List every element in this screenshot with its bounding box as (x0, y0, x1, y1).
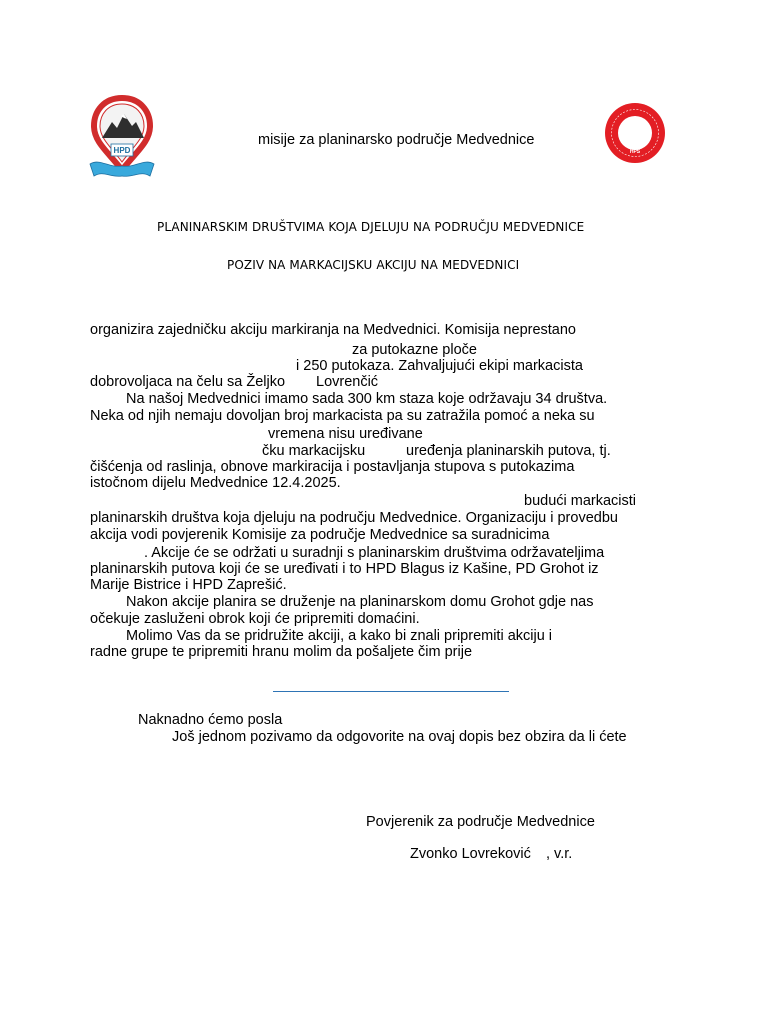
body-line: akcija vodi povjerenik Komisije za područje Medvednice sa suradnicima (90, 527, 550, 543)
body-line: čišćenja od raslinja, obnove markiracija i postavljanja stupova s putokazima (90, 459, 575, 475)
body-line: čku markacijsku (262, 443, 366, 459)
body-line: uređenja planinarskih putova, tj. (406, 443, 611, 459)
body-line: planinarskih društva koja djeluju na području Medvednice. Organizaciju i provedbu (90, 510, 618, 526)
body-line: dobrovoljaca na čelu sa Željko (90, 374, 286, 390)
body-line: budući markacisti (524, 493, 637, 509)
body-line: organizira zajedničku akciju markiranja na Medvednici. Komisija neprestano (90, 322, 576, 338)
body-line: Lovrenčić (316, 374, 379, 390)
hpd-badge-text: HPD (113, 146, 131, 155)
body-line: i 250 putokaza. Zahvaljujući ekipi markacista (296, 358, 583, 374)
signature-suffix: , v.r. (546, 846, 573, 862)
hps-commission-seal-icon (603, 101, 667, 165)
signature-name: Zvonko Lovreković (410, 846, 531, 862)
letter-subtitle: misije za planinarsko područje Medvednice (258, 132, 535, 148)
reply-line-divider (273, 691, 509, 692)
hps-seal-center-text: HPS (629, 149, 641, 155)
body-line: . Akcije će se održati u suradnji s planinarskim društvima održavateljima (144, 545, 605, 561)
later-line: Još jednom pozivamo da odgovorite na ovaj dopis bez obzira da li ćete (172, 729, 627, 745)
body-line: istočnom dijelu Medvednice 12.4.2025. (90, 475, 341, 491)
letter-title: POZIV NA MARKACIJSKU AKCIJU NA MEDVEDNICI (227, 258, 520, 272)
later-line: Naknadno ćemo posla (138, 712, 283, 728)
body-line: Nakon akcije planira se druženje na planinarskom domu Grohot gdje nas (126, 594, 594, 610)
body-line: Neka od njih nemaju dovoljan broj markacista pa su zatražila pomoć a neka su (90, 408, 595, 424)
body-line: Marije Bistrice i HPD Zaprešić. (90, 577, 287, 593)
body-line: radne grupe te pripremiti hranu molim da pošaljete čim prije (90, 644, 473, 660)
body-line: Molimo Vas da se pridružite akciji, a kako bi znali pripremiti akciju i (126, 628, 553, 644)
body-line: za putokazne ploče (352, 342, 477, 358)
recipients-heading: PLANINARSKIM DRUŠTVIMA KOJA DJELUJU NA PODRUČJU MEDVEDNICE (157, 220, 585, 234)
signature-role: Povjerenik za područje Medvednice (366, 814, 595, 830)
body-line: planinarskih putova koji će se uređivati i to HPD Blagus iz Kašine, PD Grohot iz (90, 561, 599, 577)
body-line: Na našoj Medvednici imamo sada 300 km staza koje održavaju 34 društva. (126, 391, 608, 407)
hpd-logo-icon (88, 94, 156, 182)
body-line: očekuje zasluženi obrok koji će pripremiti domaćini. (90, 611, 420, 627)
body-line: vremena nisu uređivane (268, 426, 423, 442)
